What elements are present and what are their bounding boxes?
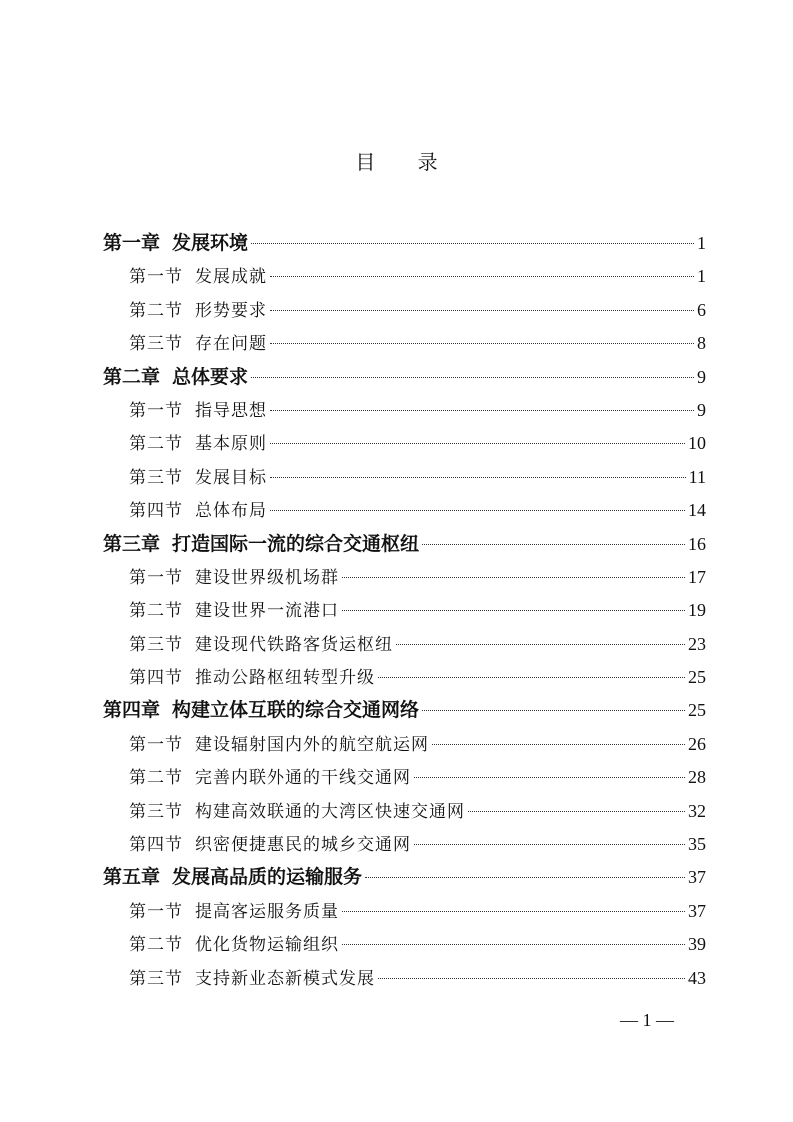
toc-section-entry[interactable]	[103, 561, 706, 594]
dot-leader	[270, 310, 694, 311]
section-number: 第二节	[129, 434, 183, 455]
section-number: 第三节	[129, 968, 183, 989]
section-title: 发展目标	[195, 467, 267, 488]
chapter-title: 发展高品质的运输服务	[172, 866, 363, 889]
dot-leader	[468, 811, 685, 812]
section-title: 完善内联外通的干线交通网	[195, 768, 411, 789]
section-title: 推动公路枢纽转型升级	[195, 668, 375, 689]
page-number: 28	[688, 767, 706, 788]
toc-section-entry[interactable]	[103, 761, 706, 794]
chapter-number: 第四章	[103, 699, 161, 722]
dot-leader	[342, 944, 685, 945]
page-number: 9	[697, 399, 706, 420]
toc-section-entry[interactable]	[103, 962, 706, 995]
page-number: 17	[688, 566, 706, 587]
page-number: 10	[688, 433, 706, 454]
chapter-title: 构建立体互联的综合交通网络	[172, 699, 420, 722]
section-title: 总体布局	[195, 501, 267, 522]
dot-leader	[270, 477, 686, 478]
section-title: 构建高效联通的大湾区快速交通网	[195, 801, 465, 822]
section-number: 第三节	[129, 634, 183, 655]
dot-leader	[270, 510, 685, 511]
page-number: 25	[688, 667, 706, 688]
section-title: 支持新业态新模式发展	[195, 968, 375, 989]
dot-leader	[414, 777, 685, 778]
page-number: 32	[688, 800, 706, 821]
toc-chapter-entry[interactable]	[103, 528, 706, 561]
chapter-number: 第一章	[103, 232, 161, 254]
dot-leader	[342, 911, 685, 912]
chapter-title: 发展环境	[172, 232, 249, 254]
section-title: 发展成就	[195, 267, 267, 288]
page-number: 25	[688, 700, 706, 721]
section-title: 基本原则	[195, 434, 267, 455]
page-number: 37	[688, 867, 706, 888]
toc-section-entry[interactable]	[103, 661, 706, 694]
page-number: 8	[697, 333, 706, 354]
page-number-footer: — 1 —	[620, 1010, 674, 1030]
section-number: 第二节	[129, 768, 183, 789]
dot-leader	[270, 443, 685, 444]
toc-chapter-entry[interactable]	[103, 861, 706, 894]
section-number: 第四节	[129, 668, 183, 689]
section-title: 指导思想	[195, 400, 267, 421]
dot-leader	[378, 677, 685, 678]
section-number: 第三节	[129, 334, 183, 355]
section-number: 第一节	[129, 901, 183, 922]
section-number: 第一节	[129, 734, 183, 755]
section-title: 优化货物运输组织	[195, 935, 339, 956]
section-title: 提高客运服务质量	[195, 901, 339, 922]
dot-leader	[432, 744, 685, 745]
chapter-number: 第五章	[103, 866, 161, 889]
dot-leader	[422, 544, 685, 545]
page-number: 39	[688, 934, 706, 955]
section-number: 第二节	[129, 601, 183, 622]
section-number: 第二节	[129, 300, 183, 321]
dot-leader	[342, 610, 685, 611]
page-number: 1	[697, 266, 706, 287]
dot-leader	[422, 710, 685, 711]
section-title: 建设世界一流港口	[195, 601, 339, 622]
toc-section-entry[interactable]	[103, 895, 706, 928]
section-title: 织密便捷惠民的城乡交通网	[195, 835, 411, 856]
page-number: 11	[688, 466, 706, 487]
page-number: 9	[697, 366, 706, 387]
toc-section-entry[interactable]	[103, 394, 706, 427]
toc-chapter-entry[interactable]	[103, 227, 706, 260]
dot-leader	[342, 577, 685, 578]
section-title: 建设辐射国内外的航空航运网	[195, 734, 429, 755]
toc-section-entry[interactable]	[103, 728, 706, 761]
section-title: 形势要求	[195, 300, 267, 321]
dot-leader	[270, 410, 694, 411]
toc-chapter-entry[interactable]	[103, 694, 706, 727]
toc-chapter-entry[interactable]	[103, 361, 706, 394]
toc-section-entry[interactable]	[103, 628, 706, 661]
dot-leader	[396, 644, 685, 645]
section-number: 第一节	[129, 400, 183, 421]
dot-leader	[270, 343, 694, 344]
page-number: 1	[697, 233, 706, 253]
dot-leader	[251, 377, 694, 378]
section-number: 第一节	[129, 267, 183, 288]
page-number: 14	[688, 500, 706, 521]
toc-section-entry[interactable]	[103, 828, 706, 861]
chapter-number: 第三章	[103, 532, 161, 555]
dot-leader	[251, 243, 694, 244]
dot-leader	[270, 276, 694, 277]
dot-leader	[414, 844, 685, 845]
page-number: 23	[688, 633, 706, 654]
toc-section-entry[interactable]	[103, 461, 706, 494]
toc-section-entry[interactable]	[103, 795, 706, 828]
toc-title: 目 录	[355, 150, 456, 174]
toc-section-entry[interactable]	[103, 260, 706, 293]
page-number: 6	[697, 299, 706, 320]
section-title: 存在问题	[195, 334, 267, 355]
dot-leader	[378, 978, 685, 979]
page-number: 37	[688, 900, 706, 921]
chapter-title: 打造国际一流的综合交通枢纽	[172, 532, 420, 555]
toc-section-entry[interactable]	[103, 494, 706, 527]
page-number: 19	[688, 600, 706, 621]
page-number: 16	[688, 533, 706, 554]
toc-section-entry[interactable]	[103, 294, 706, 327]
section-number: 第四节	[129, 501, 183, 522]
page-number: 43	[688, 967, 706, 988]
chapter-number: 第二章	[103, 365, 161, 388]
toc-section-entry[interactable]	[103, 594, 706, 627]
section-number: 第三节	[129, 467, 183, 488]
section-title: 建设现代铁路客货运枢纽	[195, 634, 393, 655]
toc-section-entry[interactable]	[103, 427, 706, 460]
section-number: 第一节	[129, 567, 183, 588]
toc-section-entry[interactable]	[103, 928, 706, 961]
section-number: 第二节	[129, 935, 183, 956]
section-number: 第三节	[129, 801, 183, 822]
page-number: 26	[688, 733, 706, 754]
section-number: 第四节	[129, 835, 183, 856]
page-number: 35	[688, 834, 706, 855]
chapter-title: 总体要求	[172, 365, 249, 388]
table-of-contents	[103, 227, 706, 995]
toc-section-entry[interactable]	[103, 327, 706, 360]
section-title: 建设世界级机场群	[195, 567, 339, 588]
dot-leader	[365, 877, 685, 878]
